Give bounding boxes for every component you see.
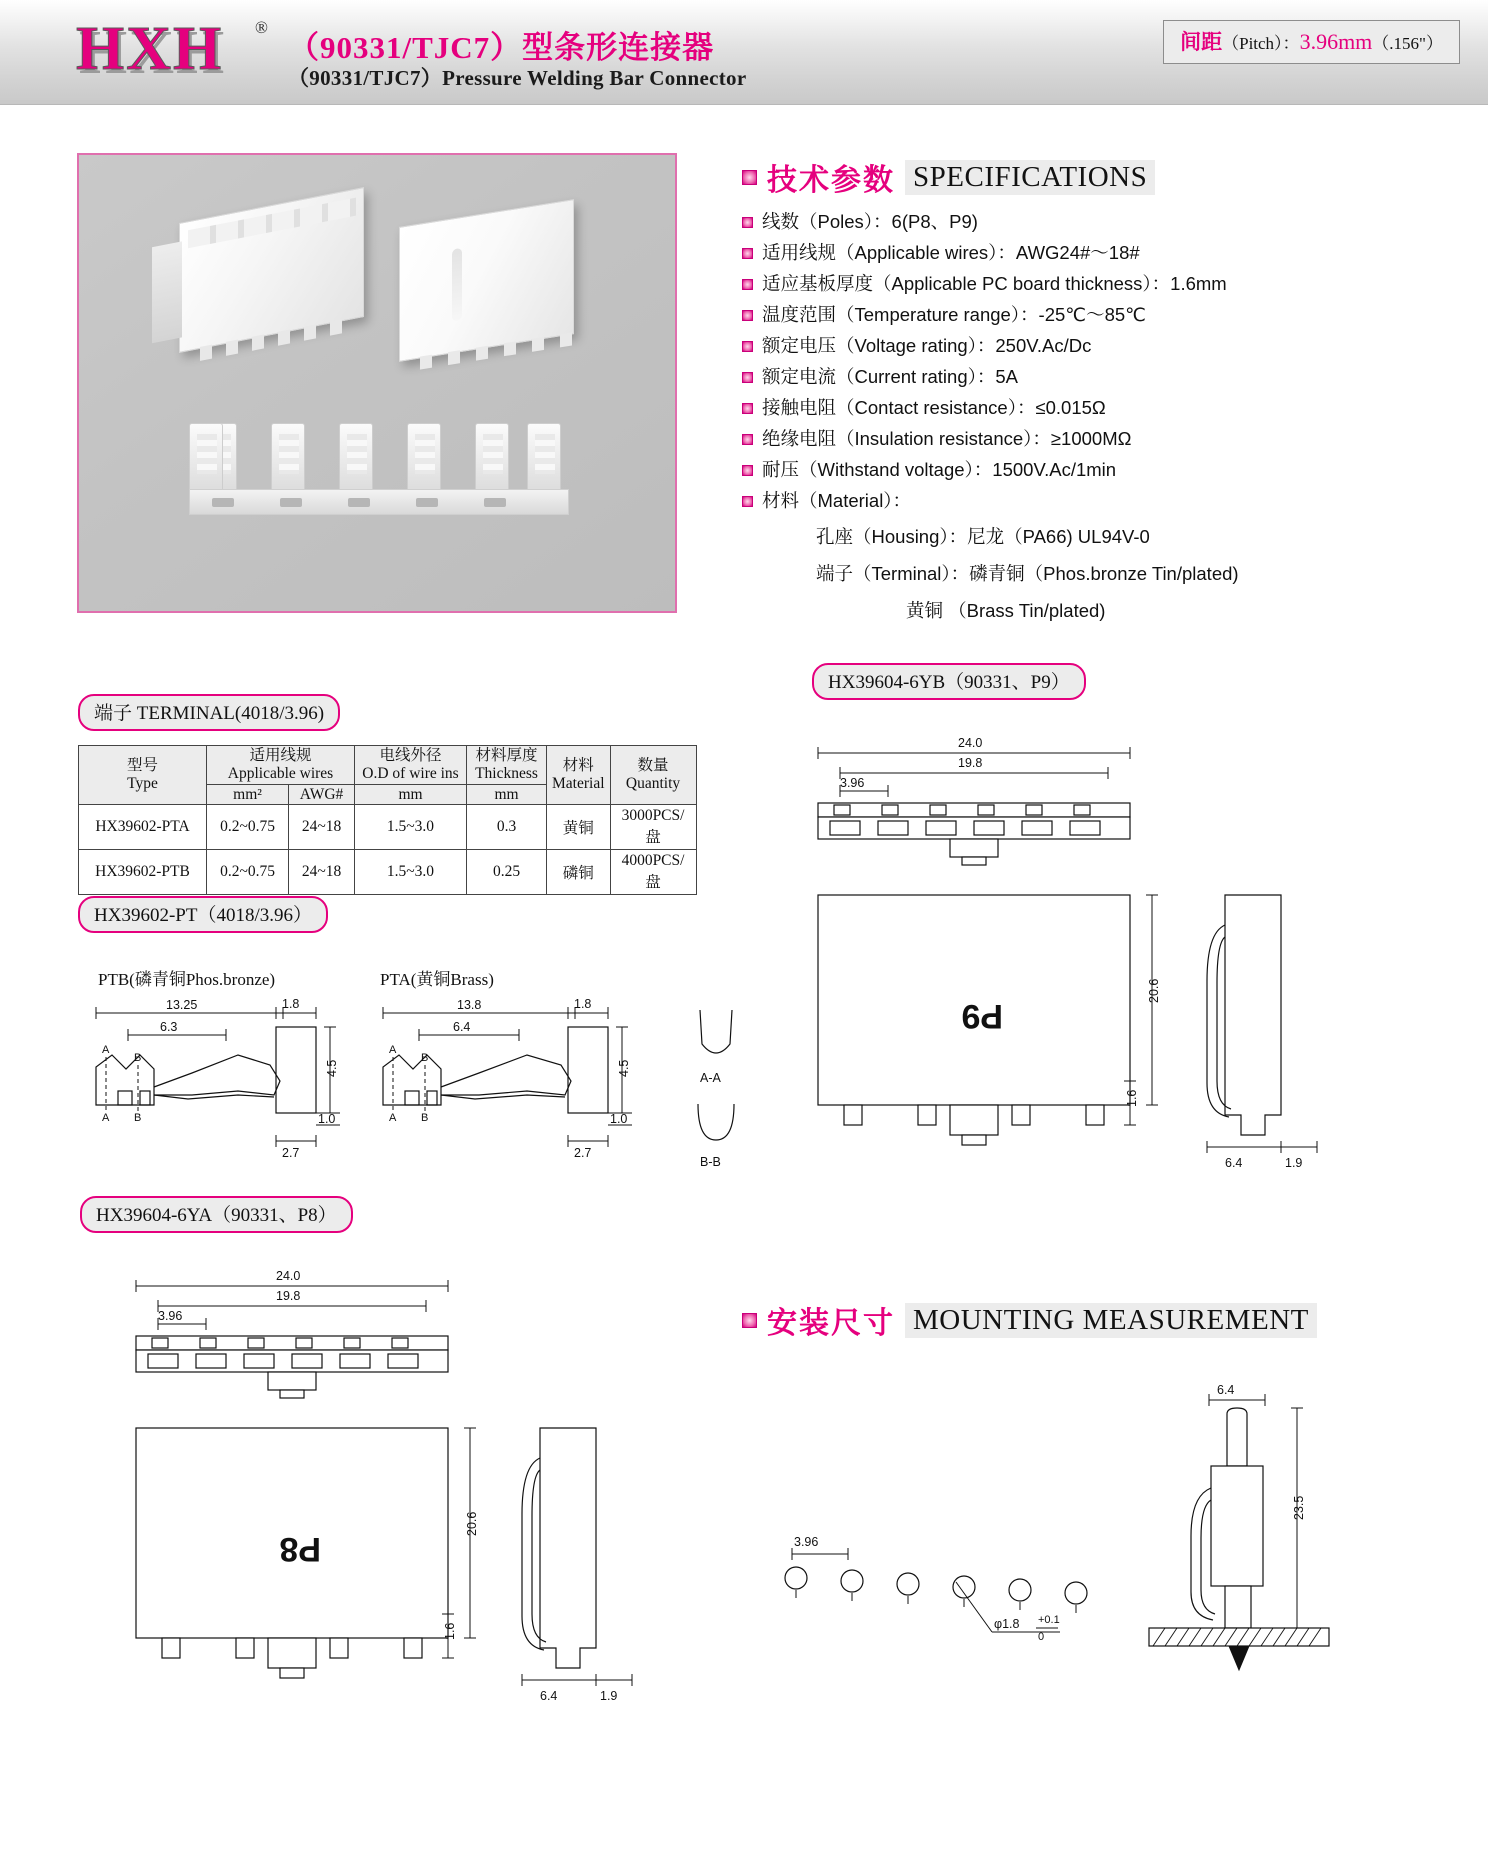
spec-item-text: 线数（Poles）：6(P8、P9) [762, 211, 978, 232]
spec-item-text: 材料（Material）： [762, 490, 912, 511]
dim-mount-height: 23.5 [1292, 1495, 1306, 1520]
dim-ya-height: 20.6 [465, 1511, 479, 1536]
spec-item [742, 461, 1442, 480]
spec-item-text: 接触电阻（Contact resistance）：≤0.015Ω [762, 397, 1106, 418]
dim-ya-side-b: 1.9 [600, 1689, 618, 1703]
yb-side-view [1185, 885, 1365, 1185]
spec-item-text: 额定电压（Voltage rating）：250V.Ac/Dc [762, 335, 1092, 356]
table-row [79, 850, 697, 895]
spec-item-text: 耐压（Withstand voltage）：1500V.Ac/1min [762, 459, 1117, 480]
cell-material: 磷铜 [547, 850, 611, 895]
pitch-value: 3.96mm [1299, 29, 1373, 54]
dim-pta-height: 4.5 [617, 1059, 631, 1077]
dim-pta-length: 13.8 [457, 998, 482, 1012]
spec-title-en: SPECIFICATIONS [905, 160, 1155, 195]
col-thickness: 材料厚度 Thickness [467, 746, 547, 785]
ptb-label: PTB(磷青铜Phos.bronze) [98, 970, 276, 989]
spec-item-text: 温度范围（Temperature range）：-25℃〜85℃ [762, 304, 1146, 325]
spec-item-text: 额定电流（Current rating）：5A [762, 366, 1018, 387]
housing-ribs [188, 198, 356, 249]
bullet-square-icon [742, 248, 753, 259]
bullet-square-icon [742, 465, 753, 476]
callout-a-bottom: A [102, 1112, 110, 1124]
material-housing: 孔座（Housing）：尼龙（PA66) UL94V-0 [816, 526, 1150, 547]
dim-ptb-width: 1.8 [282, 997, 300, 1011]
callout-b-bottom: B [134, 1112, 142, 1124]
bullet-square-icon [742, 403, 753, 414]
terminal-section-label-wrap [78, 694, 340, 731]
spec-item [742, 430, 1442, 449]
bullet-square-icon [742, 372, 753, 383]
mounting-title-en: MOUNTING MEASUREMENT [905, 1303, 1317, 1338]
cell-material: 黄铜 [547, 805, 611, 850]
ya-section-label-wrap [80, 1196, 353, 1233]
cell-thickness: 0.25 [467, 850, 547, 895]
connector-housing-left [179, 187, 364, 353]
yb-section-label-wrap [812, 663, 1086, 700]
yb-section-pill: HX39604-6YB（90331、P9） [812, 663, 1086, 700]
ya-side-view [500, 1418, 680, 1718]
svg-text:B: B [421, 1112, 429, 1124]
terminal-table [78, 745, 697, 895]
mounting-heading [742, 1298, 1317, 1342]
callout-a-top: A [102, 1044, 110, 1056]
col-type: 型号 Type [79, 746, 207, 805]
spec-title-cn: 技术参数 [767, 164, 895, 197]
housing-tabs [186, 317, 356, 364]
page-title-en: （90331/TJC7）Pressure Welding Bar Connector [288, 66, 747, 90]
yb-body-mark: P9 [961, 997, 1003, 1035]
pta-label: PTA(黄铜Brass) [380, 970, 494, 989]
ptb-end-view [248, 995, 368, 1165]
cell-quantity: 4000PCS/盘 [610, 850, 696, 895]
page-header [0, 0, 1488, 105]
pitch-label-en: （Pitch）： [1222, 34, 1300, 53]
cell-od: 1.5~3.0 [355, 805, 467, 850]
dim-ya-inner: 19.8 [276, 1289, 301, 1303]
callout-b-top: B [134, 1052, 142, 1064]
terminal-table-wrap [78, 745, 697, 895]
col-applicable-wires: 适用线规 Applicable wires [207, 746, 355, 785]
cell-thickness: 0.3 [467, 805, 547, 850]
spec-item [742, 244, 1442, 263]
dim-pta-foot: 1.0 [610, 1112, 628, 1126]
registered-trademark-icon: ® [255, 18, 268, 37]
housing-tabs [404, 332, 572, 372]
dim-mount-top-width: 6.4 [1217, 1383, 1235, 1397]
pitch-label-cn: 间距 [1180, 30, 1223, 54]
bullet-square-icon [742, 170, 757, 185]
terminal-pin [407, 423, 441, 493]
section-label-aa: A-A [700, 1071, 721, 1085]
spec-item [742, 337, 1442, 356]
cell-mm2: 0.2~0.75 [207, 850, 289, 895]
dim-ya-pitch: 3.96 [158, 1309, 183, 1323]
connector-housing-right [399, 199, 574, 362]
terminal-strip [189, 410, 569, 515]
pt-section-pill: HX39602-PT（4018/3.96） [78, 896, 328, 933]
subcol-mm2: mm² [207, 784, 289, 805]
spec-item-text: 绝缘电阻（Insulation resistance）：≥1000MΩ [762, 428, 1132, 449]
bullet-square-icon [742, 310, 753, 321]
dim-pta-width: 1.8 [574, 997, 592, 1011]
dim-yb-side-a: 6.4 [1225, 1156, 1243, 1170]
spec-item-text: 适应基板厚度（Applicable PC board thickness）：1.6mm [762, 273, 1227, 294]
dim-ptb-length: 13.25 [166, 998, 198, 1012]
cell-type: HX39602-PTA [79, 805, 207, 850]
dim-yb-overall: 24.0 [958, 736, 983, 750]
col-quantity: 数量 Quantity [610, 746, 696, 805]
dim-hole-diameter: φ1.8 [994, 1617, 1020, 1631]
carrier-hole [348, 498, 370, 507]
bullet-square-icon [742, 434, 753, 445]
svg-text:A: A [389, 1112, 397, 1124]
spec-item [742, 275, 1442, 294]
dim-yb-height: 20.6 [1147, 978, 1161, 1003]
dim-ptb-height: 4.5 [325, 1059, 339, 1077]
dim-mount-pitch: 3.96 [794, 1535, 819, 1549]
product-photo [77, 153, 677, 613]
ya-section-pill: HX39604-6YA（90331、P8） [80, 1196, 353, 1233]
material-terminal-alt: 黄铜 （Brass Tin/plated) [906, 600, 1106, 621]
ya-body-mark: P8 [279, 1530, 321, 1568]
page-title-cn: （90331/TJC7）型条形连接器 [288, 30, 715, 65]
dim-ptb-inner: 6.3 [160, 1020, 178, 1034]
spec-item [742, 399, 1442, 418]
housing-slot [452, 248, 462, 322]
cell-awg: 24~18 [289, 805, 355, 850]
subcol-mm-od: mm [355, 784, 467, 805]
dim-ptb-foot: 1.0 [318, 1112, 336, 1126]
dim-pta-base: 2.7 [574, 1146, 592, 1160]
spec-item [742, 368, 1442, 387]
terminal-pin [475, 423, 509, 493]
bullet-square-icon [742, 496, 753, 507]
bullet-square-icon [742, 279, 753, 290]
svg-text:A: A [389, 1044, 397, 1056]
dim-pta-inner: 6.4 [453, 1020, 471, 1034]
dim-yb-inner: 19.8 [958, 756, 983, 770]
section-label-bb: B-B [700, 1155, 721, 1169]
section-views [680, 1000, 780, 1170]
spec-item [742, 306, 1442, 325]
pt-section-label-wrap [78, 896, 328, 933]
bullet-square-icon [742, 217, 753, 228]
dim-ya-thickness: 1.6 [443, 1622, 457, 1640]
cell-od: 1.5~3.0 [355, 850, 467, 895]
bullet-square-icon [742, 341, 753, 352]
dim-ptb-base: 2.7 [282, 1146, 300, 1160]
spec-item [742, 213, 1442, 232]
svg-text:B: B [421, 1052, 429, 1064]
dim-ya-overall: 24.0 [276, 1269, 301, 1283]
subcol-awg: AWG# [289, 784, 355, 805]
material-terminal: 端子（Terminal）：磷青铜（Phos.bronze Tin/plated) [816, 563, 1239, 584]
terminal-pin [271, 423, 305, 493]
pta-end-view [540, 995, 660, 1165]
dim-yb-pitch: 3.96 [840, 776, 865, 790]
col-material: 材料 Material [547, 746, 611, 805]
carrier-hole [280, 498, 302, 507]
pitch-badge [1163, 20, 1460, 64]
dim-yb-thickness: 1.6 [1125, 1089, 1139, 1107]
carrier-hole [416, 498, 438, 507]
carrier-rail [189, 489, 569, 515]
dim-ya-side-a: 6.4 [540, 1689, 558, 1703]
yb-front-view [800, 885, 1230, 1185]
col-od-wire: 电线外径 O.D of wire ins [355, 746, 467, 785]
pitch-inch: （.156"） [1372, 34, 1443, 53]
specifications-block [742, 155, 1442, 634]
terminal-pin [527, 423, 561, 493]
ya-top-view [118, 1258, 548, 1408]
carrier-hole [484, 498, 506, 507]
company-logo: HXH [76, 15, 224, 83]
bullet-square-icon [742, 1313, 757, 1328]
dim-yb-side-b: 1.9 [1285, 1156, 1303, 1170]
spec-item-text: 适用线规（Applicable wires）：AWG24#〜18# [762, 242, 1140, 263]
spec-item [742, 492, 1442, 511]
mounting-cross-section [1115, 1370, 1375, 1700]
cell-type: HX39602-PTB [79, 850, 207, 895]
terminal-pin [339, 423, 373, 493]
mounting-title-cn: 安装尺寸 [767, 1307, 895, 1340]
specifications-list [742, 213, 1442, 511]
cell-mm2: 0.2~0.75 [207, 805, 289, 850]
ya-front-view [118, 1418, 548, 1718]
cell-quantity: 3000PCS/盘 [610, 805, 696, 850]
specifications-heading [742, 155, 1442, 199]
cell-awg: 24~18 [289, 850, 355, 895]
terminal-section-pill: 端子 TERMINAL(4018/3.96) [78, 694, 340, 731]
dim-hole-tol-minus: 0 [1038, 1631, 1045, 1643]
carrier-hole [212, 498, 234, 507]
table-row [79, 805, 697, 850]
table-header-row [79, 746, 697, 785]
dim-hole-tol-plus: +0.1 [1038, 1614, 1060, 1626]
subcol-mm-thk: mm [467, 784, 547, 805]
yb-top-view [800, 725, 1230, 875]
